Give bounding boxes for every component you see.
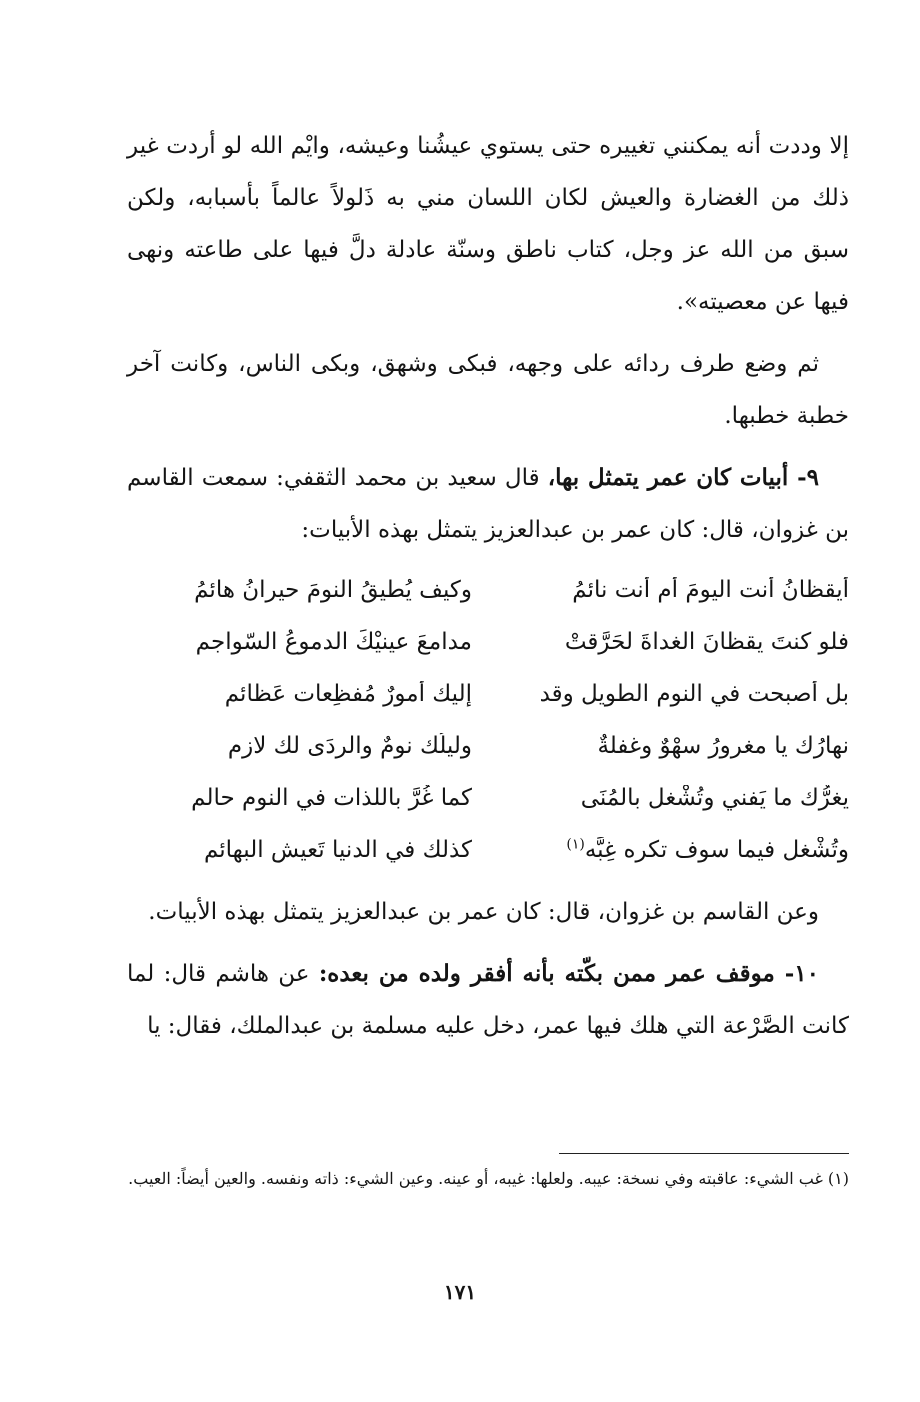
section-10-text: عن هاشم قال: لما كانت الصَّرْعة التي هلك فيها عمر، دخل عليه مسلمة بن عبدالملك، فقال: يا xyxy=(127,961,849,1039)
paragraph-khutba-end: إلا وددت أنه يمكنني تغييره حتى يستوي عيشُنا وعيشه، وايْم الله لو أردت غير ذلك من الغضارة والعيش لكان اللسان مني به ذَلولاً عالماً بأسبابه، ولكن سبق من الله عز وجل، كتاب ناطق وسنّة عادلة دلَّ فيها على طاعته ونهى فيها عن معصيته». xyxy=(127,133,849,315)
section-9 xyxy=(127,452,849,556)
page-number: ١٧١ xyxy=(443,1280,477,1304)
verse-first-hemistich-text: وتُشْغل فيما سوف تكره غِبَّه xyxy=(584,837,849,863)
page-body xyxy=(127,120,849,1052)
verse-first-hemistich: فلو كنتَ يقظانَ الغداةَ لحَرَّقتْ xyxy=(564,629,849,655)
poem-verse xyxy=(127,564,849,616)
poem-verse xyxy=(127,720,849,772)
footnote-marker: (١) xyxy=(566,837,585,853)
section-10 xyxy=(127,948,849,1052)
poem-verse xyxy=(127,616,849,668)
section-10-heading: ١٠- موقف عمر ممن بكّته بأنه أفقر ولده من بعده: xyxy=(318,960,820,987)
footnote-1: (١) غب الشيء: عاقبته وفي نسخة: عيبه. ولعلها: غيبه، أو عينه. وعين الشيء: ذاته ونفسه. والعين أيضاً: العيب. xyxy=(128,1169,849,1188)
verse-first-hemistich: نهارُك يا مغرورُ سهْوٌ وغفلةٌ xyxy=(597,733,849,759)
poem xyxy=(127,564,849,876)
verse-first-hemistich: يغرُّك ما يَفني وتُشْغل بالمُنَى xyxy=(580,785,849,811)
verse-second-hemistich: كما غُرَّ باللذات في النوم حالم xyxy=(191,785,472,811)
verse-second-hemistich: مدامعَ عينيْكَ الدموعُ السّواجم xyxy=(195,629,472,655)
paragraph-last-khutba: ثم وضع طرف ردائه على وجهه، فبكى وشهق، وبكى الناس، وكانت آخر خطبة خطبها. xyxy=(127,351,849,429)
poem-verse xyxy=(127,824,849,876)
verse-first-hemistich: أيقظانُ أنت اليومَ أم أنت نائمُ xyxy=(572,577,849,603)
section-9-heading: ٩- أبيات كان عمر يتمثل بها، xyxy=(547,464,819,491)
poem-verse xyxy=(127,668,849,720)
footnotes xyxy=(127,1153,849,1193)
verse-first-hemistich xyxy=(504,837,849,863)
poem-verse xyxy=(127,772,849,824)
verse-second-hemistich: إليك أمورٌ مُفظِعات عَظائم xyxy=(224,681,472,707)
verse-second-hemistich: وليلُك نومٌ والردَى لك لازِم xyxy=(227,733,472,759)
verse-second-hemistich: كذلك في الدنيا تَعيش البهائم xyxy=(203,837,472,863)
verse-second-hemistich: وكيف يُطيقُ النومَ حيرانُ هائمُ xyxy=(194,577,472,603)
section-9-text: قال سعيد بن محمد الثقفي: سمعت القاسم بن غزوان، قال: كان عمر بن عبدالعزيز يتمثل بهذه الأبيات: xyxy=(127,465,849,543)
footnote-divider xyxy=(559,1153,849,1154)
verse-first-hemistich: بل أصبحت في النوم الطويل وقد xyxy=(539,681,849,707)
paragraph-qasim: وعن القاسم بن غزوان، قال: كان عمر بن عبدالعزيز يتمثل بهذه الأبيات. xyxy=(148,899,819,925)
